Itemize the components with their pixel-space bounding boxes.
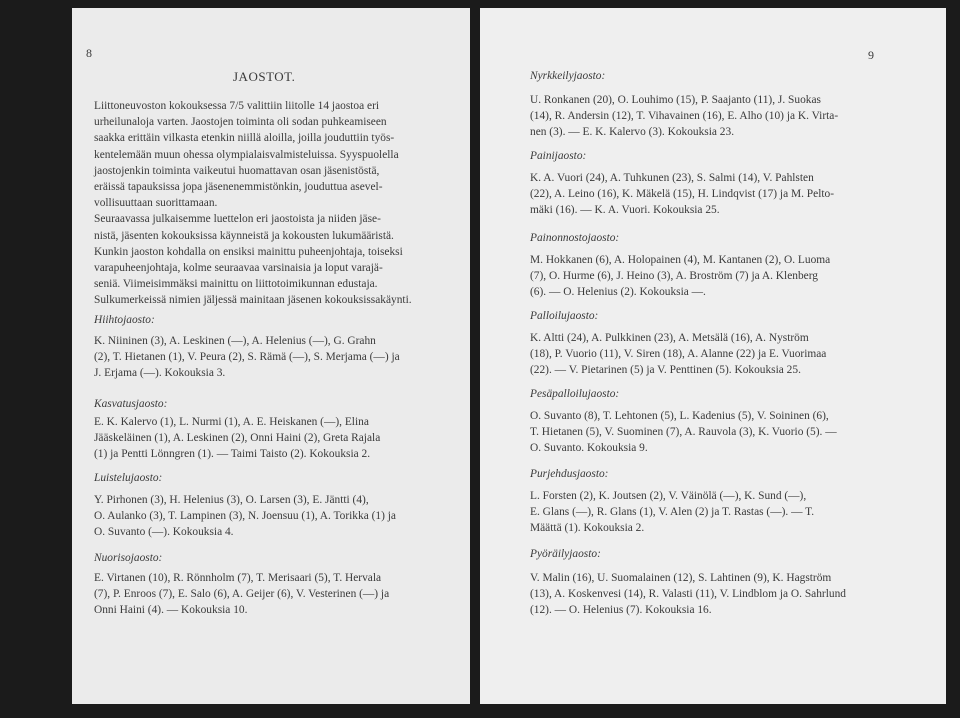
section-body bbox=[530, 488, 930, 537]
text-line: Jääskeläinen (1), A. Leskinen (2), Onni Haini (2), Greta Rajala bbox=[94, 432, 381, 445]
text-line: (22), A. Leino (16), K. Mäkelä (15), H. Lindqvist (17) ja M. Pelto- bbox=[530, 188, 835, 201]
section-title: Painijaosto: bbox=[530, 150, 587, 162]
text-line: Sulkumerkeissä nimien jäljessä mainitaan jäsenen kokouksissakäynti. bbox=[94, 294, 412, 307]
text-line: E. Virtanen (10), R. Rönnholm (7), T. Merisaari (5), T. Hervala bbox=[94, 572, 382, 584]
page-number: 9 bbox=[868, 48, 874, 62]
text-line: L. Forsten (2), K. Joutsen (2), V. Väinölä (—), K. Sund (—), bbox=[530, 490, 807, 502]
text-line: Kunkin jaoston kohdalla on ensiksi mainittu puheenjohtaja, toiseksi bbox=[94, 245, 403, 258]
text-line: O. Aulanko (3), T. Lampinen (3), N. Joensuu (1), A. Torikka (1) ja bbox=[94, 510, 396, 523]
section-body bbox=[94, 414, 466, 463]
right-page bbox=[480, 8, 946, 704]
section-title: Nuorisojaosto: bbox=[94, 552, 163, 564]
section-body bbox=[530, 570, 930, 619]
text-line: O. Suvanto (—). Kokouksia 4. bbox=[94, 526, 234, 539]
text-line: U. Ronkanen (20), O. Louhimo (15), P. Saajanto (11), J. Suokas bbox=[530, 94, 821, 106]
text-line: Määttä (1). Kokouksia 2. bbox=[530, 522, 645, 535]
text-line: J. Erjama (—). Kokouksia 3. bbox=[94, 367, 226, 380]
text-line: varapuheenjohtaja, kolme seuraavaa varsinaisia ja loput varajä- bbox=[94, 261, 383, 274]
page-heading: JAOSTOT. bbox=[233, 69, 296, 84]
text-line: saakka erittäin vilkasta etenkin niillä aloilla, joilla jouduttiin työs- bbox=[94, 132, 395, 145]
section-body bbox=[530, 92, 930, 141]
text-line: (7), P. Enroos (7), E. Salo (6), A. Geijer (6), V. Vesterinen (—) ja bbox=[94, 588, 390, 601]
text-line: Liittoneuvoston kokouksessa 7/5 valittiin liitolle 14 jaostoa eri bbox=[94, 100, 380, 112]
text-line: K. A. Vuori (24), A. Tuhkunen (23), S. Salmi (14), V. Pahlsten bbox=[530, 172, 814, 184]
intro-paragraph bbox=[94, 98, 466, 308]
text-line: mäki (16). — K. A. Vuori. Kokouksia 25. bbox=[530, 204, 720, 217]
text-line: M. Hokkanen (6), A. Holopainen (4), M. Kantanen (2), O. Luoma bbox=[530, 254, 831, 266]
text-line: kentelemään muun ohessa olympialaisvalmisteluissa. Syyspuolella bbox=[94, 148, 399, 161]
text-line: O. Suvanto (8), T. Lehtonen (5), L. Kadenius (5), V. Soininen (6), bbox=[530, 410, 829, 422]
text-line: (13), A. Koskenvesi (14), R. Valasti (11), V. Lindblom ja O. Sahrlund bbox=[530, 588, 846, 601]
text-line: (1) ja Pentti Lönngren (1). — Taimi Taisto (2). Kokouksia 2. bbox=[94, 448, 371, 461]
left-page bbox=[72, 8, 470, 704]
text-line: Seuraavassa julkaisemme luettelon eri jaostoista ja niiden jäse- bbox=[94, 213, 381, 226]
text-line: E. Glans (—), R. Glans (1), V. Alen (2) ja T. Rastas (—). — T. bbox=[530, 506, 815, 519]
section-title: Hiihtojaosto: bbox=[94, 314, 155, 326]
text-line: eräissä tapauksissa jopa jäsenenemmistönkin, jouduttua asevel- bbox=[94, 180, 383, 193]
text-line: jaostojenkin toiminta vaikeutui huomattavan osan jäsenistöstä, bbox=[94, 164, 380, 177]
text-line: T. Hietanen (5), V. Suominen (7), A. Rauvola (3), K. Vuorio (5). — bbox=[530, 426, 837, 439]
text-line: O. Suvanto. Kokouksia 9. bbox=[530, 442, 648, 455]
text-line: nen (3). — E. K. Kalervo (3). Kokouksia 23. bbox=[530, 126, 735, 139]
section-body bbox=[530, 408, 930, 457]
text-line: (12). — O. Helenius (7). Kokouksia 16. bbox=[530, 604, 712, 617]
section-title: Nyrkkeilyjaosto: bbox=[530, 70, 606, 82]
text-line: seniä. Viimeisimmäksi mainittu on liittotoimikunnan edustaja. bbox=[94, 278, 378, 291]
text-line: Y. Pirhonen (3), H. Helenius (3), O. Larsen (3), E. Jäntti (4), bbox=[94, 494, 369, 506]
section-title: Purjehdusjaosto: bbox=[530, 468, 609, 480]
section-body bbox=[530, 252, 930, 301]
text-line: (7), O. Hurme (6), J. Heino (3), A. Broström (7) ja A. Klenberg bbox=[530, 270, 818, 283]
section-title: Painonnostojaosto: bbox=[530, 232, 620, 244]
text-line: urheilunaloja varten. Jaostojen toiminta oli sodan puhkeamiseen bbox=[94, 116, 387, 129]
text-line: (14), R. Andersin (12), T. Vihavainen (16), E. Alho (10) ja K. Virta- bbox=[530, 110, 839, 123]
text-line: (18), P. Vuorio (11), V. Siren (18), A. Alanne (22) ja E. Vuorimaa bbox=[530, 348, 827, 361]
section-title: Pesäpalloilujaosto: bbox=[530, 388, 620, 400]
text-line: K. Altti (24), A. Pulkkinen (23), A. Metsälä (16), A. Nyström bbox=[530, 332, 809, 344]
text-line: E. K. Kalervo (1), L. Nurmi (1), A. E. Heiskanen (—), Elina bbox=[94, 416, 369, 428]
section-title: Pyöräilyjaosto: bbox=[530, 548, 601, 560]
text-line: (6). — O. Helenius (2). Kokouksia —. bbox=[530, 286, 706, 299]
section-title: Luistelujaosto: bbox=[94, 472, 163, 484]
text-line: Onni Haini (4). — Kokouksia 10. bbox=[94, 604, 248, 617]
section-body bbox=[530, 330, 930, 379]
section-body bbox=[94, 492, 466, 541]
section-title: Palloilujaosto: bbox=[530, 310, 599, 322]
section-title: Kasvatusjaosto: bbox=[94, 398, 168, 410]
text-line: vollisuuttaan suorittamaan. bbox=[94, 197, 218, 210]
text-line: K. Niininen (3), A. Leskinen (—), A. Helenius (—), G. Grahn bbox=[94, 335, 376, 347]
text-line: V. Malin (16), U. Suomalainen (12), S. Lahtinen (9), K. Hagström bbox=[530, 572, 832, 584]
text-line: (22). — V. Pietarinen (5) ja V. Penttinen (5). Kokouksia 25. bbox=[530, 364, 801, 377]
page-number: 8 bbox=[86, 46, 92, 60]
section-body bbox=[94, 570, 466, 619]
section-body bbox=[530, 170, 930, 219]
section-body bbox=[94, 333, 466, 382]
text-line: (2), T. Hietanen (1), V. Peura (2), S. Rämä (—), S. Merjama (—) ja bbox=[94, 351, 400, 364]
text-line: nistä, jäsenten kokouksissa käynneistä ja kokousten lukumääristä. bbox=[94, 229, 394, 242]
